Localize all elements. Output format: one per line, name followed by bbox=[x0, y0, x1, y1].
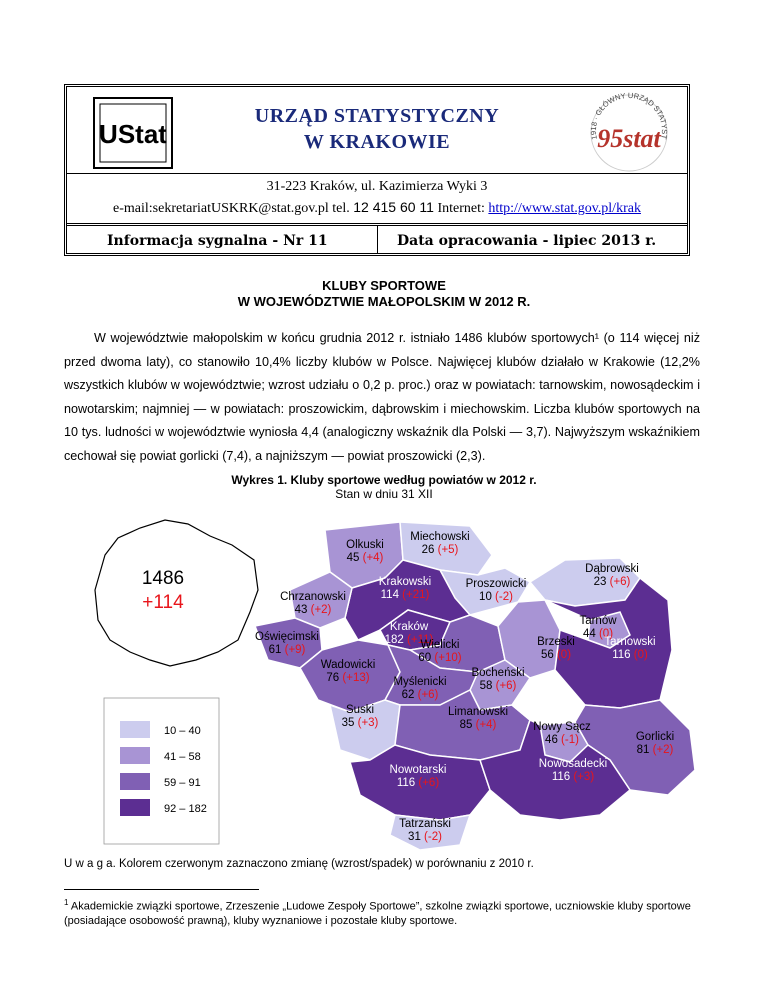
region-label-name: Bocheński bbox=[471, 667, 525, 679]
region-label-value: 116 (0) bbox=[612, 649, 648, 661]
office-name-line2: W KRAKOWIE bbox=[303, 131, 451, 153]
region-label-name: Tatrzański bbox=[399, 818, 451, 830]
region-label-value: 45 (+4) bbox=[346, 552, 384, 564]
region-label-name: Limanowski bbox=[447, 706, 509, 718]
region-label-name: Tarnów bbox=[579, 615, 617, 627]
region-label-name: Wielicki bbox=[420, 639, 460, 651]
region-label-name: Nowy Sącz bbox=[533, 721, 591, 733]
legend-label: 59 – 91 bbox=[164, 777, 201, 789]
footnote-separator bbox=[64, 889, 259, 890]
footnote: $^1$ Akademickie związki sportowe, Zrzeszenie „Ludowe Zespoły Sportowe”, szkolne związki sportowe, uczniowskie kluby sportowe (posiadające osobowość prawną), kluby wyznaniowe i pozostałe kluby sportowe. bbox=[64, 898, 691, 927]
region-label-value: 46 (-1) bbox=[545, 734, 579, 746]
region-label-value: 23 (+6) bbox=[593, 576, 631, 588]
region-label-name: Nowosadecki bbox=[538, 758, 608, 770]
legend-swatch bbox=[120, 799, 150, 816]
region-label-name: Proszowicki bbox=[465, 578, 527, 590]
region-label-value: 56 (0) bbox=[540, 649, 572, 661]
region-label-value: 58 (+6) bbox=[479, 680, 517, 692]
contact-line: e-mail:sekretariatUSKRK@stat.gov.pl tel. 12 415 60 11 Internet: http://www.stat.gov.pl/krak bbox=[113, 199, 641, 216]
region-label-value: 61 (+9) bbox=[268, 644, 306, 656]
region-label-name: Myślenicki bbox=[393, 676, 447, 688]
region-label-name: Krakowski bbox=[378, 576, 432, 588]
svg-text:UStat: UStat bbox=[99, 119, 167, 149]
region-label-value: 62 (+6) bbox=[401, 689, 439, 701]
note: U w a g a. Kolorem czerwonym zaznaczono zmianę (wzrost/spadek) w porównaniu z 2010 r. bbox=[64, 858, 534, 870]
info-number: Informacja sygnalna - Nr 11 bbox=[107, 233, 328, 249]
info-date: Data opracowania - lipiec 2013 r. bbox=[397, 233, 657, 249]
region-label-value: 43 (+2) bbox=[294, 604, 332, 616]
region-label-name: Nowotarski bbox=[389, 764, 447, 776]
region-label-name: Chrzanowski bbox=[280, 591, 346, 603]
region-label-value: 31 (-2) bbox=[408, 831, 442, 843]
region-label-value: 116 (+6) bbox=[396, 777, 440, 789]
region-label-name: Dąbrowski bbox=[585, 563, 639, 575]
svg-text:1918 · GŁÓWNY URZĄD STATYSTYCZ: 1918 · GŁÓWNY URZĄD STATYST bbox=[588, 90, 670, 141]
region-label-name: Kraków bbox=[389, 621, 429, 633]
phone: 12 415 60 11 bbox=[353, 199, 434, 215]
address-line: 31-223 Kraków, ul. Kazimierza Wyki 3 bbox=[266, 179, 488, 194]
region-label-value: 76 (+13) bbox=[326, 672, 370, 684]
region-label-value: 35 (+3) bbox=[341, 717, 379, 729]
chart-subtitle: Stan w dniu 31 XII bbox=[335, 487, 433, 501]
legend-label: 10 – 40 bbox=[164, 725, 201, 737]
region-label-value: 114 (+21) bbox=[380, 589, 430, 601]
region-label-value: 81 (+2) bbox=[636, 744, 674, 756]
region-label-name: Gorlicki bbox=[635, 731, 675, 743]
legend-swatch bbox=[120, 773, 150, 790]
region-label-value: 26 (+5) bbox=[421, 544, 459, 556]
document-title-line2: W WOJEWÓDZTWIE MAŁOPOLSKIM W 2012 R. bbox=[237, 294, 531, 309]
region-label-value: 44 (0) bbox=[582, 628, 614, 640]
region-label-value: 85 (+4) bbox=[459, 719, 497, 731]
region-label-value: 60 (+10) bbox=[418, 652, 462, 664]
region-label-name: Olkuski bbox=[346, 539, 384, 551]
svg-text:95stat: 95stat bbox=[597, 124, 661, 153]
region-label-name: Oświęcimski bbox=[255, 631, 319, 643]
legend-swatch bbox=[120, 721, 150, 738]
region-label-value: 116 (+3) bbox=[551, 771, 595, 783]
chart-title: Wykres 1. Kluby sportowe według powiatów w 2012 r. bbox=[231, 473, 537, 487]
region-label-name: Brzeski bbox=[537, 636, 575, 648]
region-label-name: Tarnowski bbox=[604, 636, 656, 648]
internet-link[interactable]: http://www.stat.gov.pl/krak bbox=[488, 201, 641, 216]
legend bbox=[104, 698, 219, 844]
document-title-line1: KLUBY SPORTOWE bbox=[322, 278, 446, 293]
total-change: +114 bbox=[142, 592, 184, 613]
region-label-value: 10 (-2) bbox=[479, 591, 513, 603]
office-name-line1: URZĄD STATYSTYCZNY bbox=[254, 105, 500, 127]
email[interactable]: e-mail:sekretariatUSKRK@stat.gov.pl bbox=[113, 201, 329, 216]
legend-label: 41 – 58 bbox=[164, 751, 201, 763]
legend-label: 92 – 182 bbox=[164, 803, 207, 815]
total-value: 1486 bbox=[141, 568, 185, 589]
region-label-name: Wadowicki bbox=[320, 659, 376, 671]
legend-swatch bbox=[120, 747, 150, 764]
region-label-name: Suski bbox=[345, 704, 375, 716]
summary-paragraph: W województwie małopolskim w końcu grudnia 2012 r. istniało 1486 klubów sportowych¹ (o 114 więcej niż przed dwoma laty), co stanowiło 10,4% liczby klubów w Polsce. Najwięcej klubów działało w Krakowie (12,2% wszystkich klubów w województwie; wzrost udziału o 0,2 p. proc.) oraz w powiatach: tarnowskim, nowosądeckim i nowotarskim; najmniej — w powiatach: proszowickim, dąbrowskim i miechowskim. Liczba klubów sportowych na 10 tys. ludności w województwie wyniosła 4,4 (analogiczny wskaźnik dla Polski — 3,7). Najwyższym wskaźnikiem cechował się powiat gorlicki (7,4), a najniższym — powiat proszowicki (2,3). bbox=[64, 331, 700, 463]
region-label-value: 182 (+11) bbox=[384, 634, 434, 646]
region-label-name: Miechowski bbox=[410, 531, 470, 543]
